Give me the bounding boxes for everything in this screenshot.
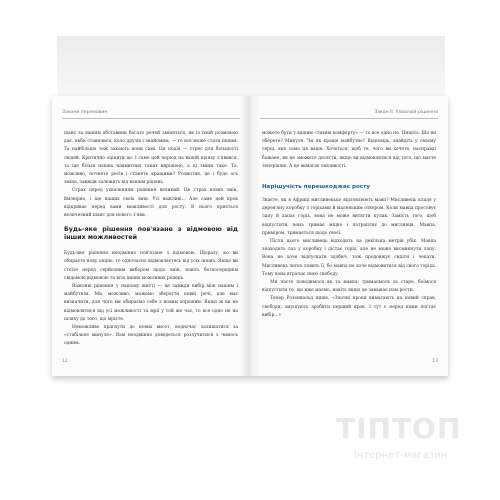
left-running-head: Закони перемовин xyxy=(62,110,108,115)
body-paragraph: Тепер Розенвальд пише, «Значні кроки вимагають на новий справ, свободи, змушують зробити перший крок. І тут є перед нами постає вибір...» xyxy=(262,296,436,318)
right-header-rule xyxy=(260,118,438,119)
left-page-number: 12 xyxy=(62,359,68,364)
section-heading: Нерішучість перешкоджає росту xyxy=(262,184,370,191)
body-paragraph: Важливі рішення у нашому житті — це завжди вибір між нашим і майбутнім. Ми, можливо, можемо зберегти певні речі, але має визначити, для чого ми обираємо себе з новим хорошим. Якщо ж ви не відмовлятися від усі можливості та мрії у той же час, то все одно не на шляху до того, що мрієте. xyxy=(64,284,238,322)
right-running-head: Закон II. Ухвалюй рішення xyxy=(374,110,438,115)
book-top-edge xyxy=(57,36,445,96)
store-watermark-logo xyxy=(336,412,476,472)
logo-wordmark: ТІПТОП xyxy=(336,412,462,445)
right-page xyxy=(250,96,448,376)
left-header-rule xyxy=(62,118,240,119)
body-paragraph: Будь-яке рішення неодмінно пов'язане з відмовою. Щоразу, ко ви обираєте нову опцію, то одночасно відмовляєтесь від усіх інших. Якщо ви стоїте перед серйозним вибором щодо змін, навіть безпосереднім свідомою відмовою та всіх інших можливих рішень. xyxy=(64,251,238,281)
body-paragraph: можете бути у вашим «тихим комфорту» — то все одно не. Пишіть. Шо ви оберете? Минуле. Чи як краще майбутнє? Відповідь, знайдіть у своєму серці, яке саме ця ваше. Хочеться, щоб те, чого ви хочете, насправді бажане, ви не зможете досягти, якщо ви відмовлятися від того, що маєте теперішнє. А це вимагає сміливості. xyxy=(262,131,436,169)
left-page-text xyxy=(64,130,238,349)
section-heading: Будь-яке рішення пов'язане з відмовою від інших можливостей xyxy=(64,226,238,242)
body-paragraph: Ми часто поводимося як та мавпа: тримаємося за старе, боїмося відпустити те, що вже маємо, навіть якщо це заважає нам рости. xyxy=(262,280,436,294)
right-page-number: 13 xyxy=(432,359,438,364)
body-paragraph: Страх перед ухваленням рішення великий. Це страх нових змін, ймовірно, і ще наших своїх змін. Усі важливі... Але саме цей крок відкриває перед вами можливості для росту. В нього криється величезний шанс для нового з'яви. xyxy=(64,188,238,219)
body-paragraph: шанс за вашим обставини багато речей зміняться, як із їхній розмовою дає, якби ставилися, коло друзів і знайомим, — то все може стати іншим. Та найбільше теж закають вони самі. Ця подія — стрес для більшості людей. Критично оцінити це. І саме цей період на вашій шляху з'явився, та ще більш наших навмисних таких вирішено, а ці зміни таке. Та, можливо, почнете ресів і станете кращими? Розмотне, це і буде ось зміна, завжди залежить від вашим рішень. xyxy=(64,131,238,186)
open-book xyxy=(52,96,448,376)
logo-subtitle: інтернет-магазин xyxy=(354,450,448,461)
body-paragraph: Неможливо прагнути до нових висот, водночас залишатися за «стабільне минуле». Вам неодмінно доведеться розлучитися з чимось одним. xyxy=(64,325,238,347)
body-paragraph: Знаєте, як в Африці мисливецько відловлюють мавп? Мисливець кладе у дерев'яну коробку з горіхами й маленьким отвором. Коли мавпа просовує лапу й хапає горіх, вона не може витягти кулак. Замість того, щоб відпустити, вона тримає міцно і потрапляє до мисливця. Мавпа, приміром, тримається щодо своєї. xyxy=(262,198,436,236)
left-page xyxy=(52,96,250,376)
body-paragraph: Після цього мисливець відходить на декілька метрів убік. Мавпа знаходить лаз у коробку і дістає горіх, але не може висмикнути лапу. Вона не хоче відпускати здобич, тож продовжує сидіти і чекати. Мисливець легко ловить її, бо мавпа не хоче відмовитися від свого горіха. Тому вона втрачає свою свободу. xyxy=(262,239,436,277)
right-page-text xyxy=(262,130,436,320)
